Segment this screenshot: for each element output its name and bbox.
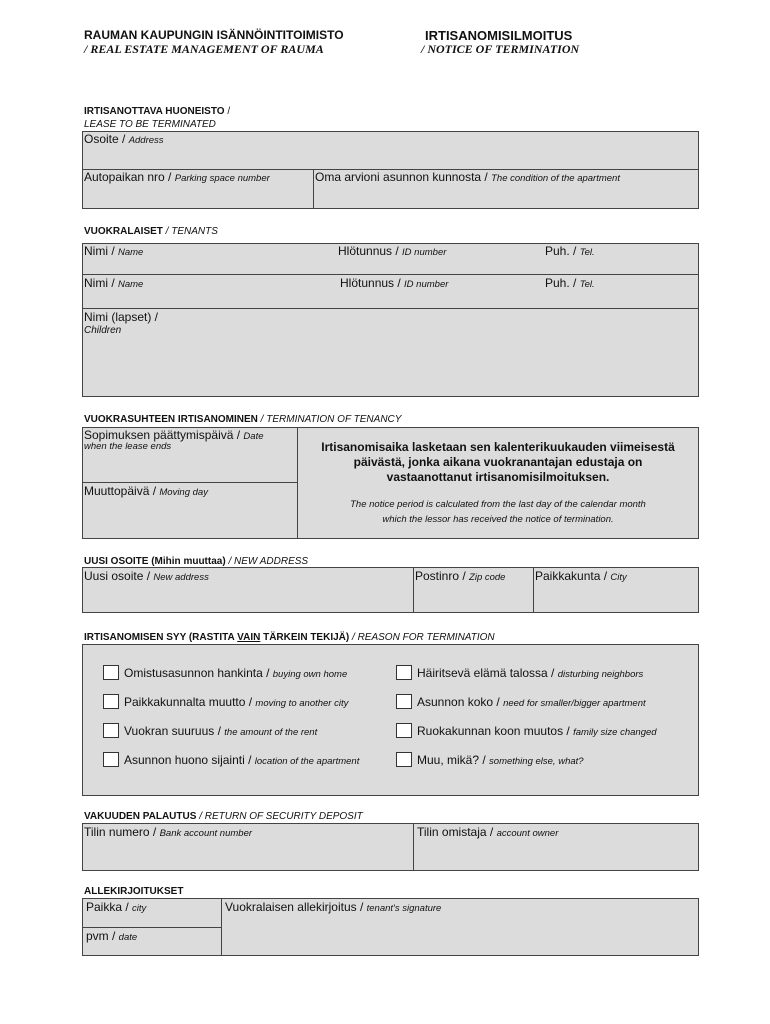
bank-account-field[interactable]: Tilin numero / Bank account number (84, 825, 253, 839)
signatures-heading: ALLEKIRJOITUKSET (84, 886, 184, 897)
reason-checkbox-apartment-size[interactable] (396, 694, 412, 709)
divider (82, 482, 297, 483)
divider (221, 898, 222, 956)
reason-checkbox-moving-city[interactable] (103, 694, 119, 709)
tenant2-name-field[interactable]: Nimi / Name (84, 276, 144, 290)
lease-heading-en: LEASE TO BE TERMINATED (84, 119, 216, 130)
form-title: IRTISANOMISILMOITUS (425, 28, 573, 43)
tenants-heading: VUOKRALAISET / TENANTS (84, 226, 218, 237)
divider (313, 169, 314, 209)
tenant1-id-field[interactable]: Hlötunnus / ID number (338, 244, 447, 258)
tenant-signature-field[interactable]: Vuokralaisen allekirjoitus / tenant's signature (225, 900, 442, 914)
reason-checkbox-family-size[interactable] (396, 723, 412, 738)
divider (82, 274, 699, 275)
reason-heading: IRTISANOMISEN SYY (RASTITA VAIN TÄRKEIN TEKIJÄ) / REASON FOR TERMINATION (84, 632, 495, 643)
reason-label: Asunnon koko / need for smaller/bigger apartment (417, 695, 646, 709)
reason-label: Häiritsevä elämä talossa / disturbing neighbors (417, 666, 644, 680)
reason-checkbox-rent-amount[interactable] (103, 723, 119, 738)
divider (82, 308, 699, 309)
divider (533, 567, 534, 613)
zip-code-field[interactable]: Postinro / Zip code (415, 569, 506, 583)
reason-checkbox-neighbors[interactable] (396, 665, 412, 680)
divider (413, 567, 414, 613)
notice-period-text: Irtisanomisaika lasketaan sen kalenterikuukauden viimeisestä päivästä, jonka aikana vuokranantajan edustaja on vastaanottanut irtisanomisilmoituksen. (321, 440, 675, 484)
lease-heading: IRTISANOTTAVA HUONEISTO / (84, 106, 231, 117)
children-field-en: Children (84, 325, 122, 336)
parking-space-field[interactable]: Autopaikan nro / Parking space number (84, 170, 270, 184)
lease-end-date-field[interactable]: Sopimuksen päättymispäivä / Date (84, 428, 264, 442)
tenants-box (82, 243, 699, 397)
moving-day-field[interactable]: Muuttopäivä / Moving day (84, 484, 208, 498)
termination-heading: VUOKRASUHTEEN IRTISANOMINEN / TERMINATION OF TENANCY (84, 414, 402, 425)
reason-label: Ruokakunnan koon muutos / family size changed (417, 724, 657, 738)
tenant2-id-field[interactable]: Hlötunnus / ID number (340, 276, 449, 290)
organization-name: RAUMAN KAUPUNGIN ISÄNNÖINTITOIMISTO (84, 28, 344, 42)
date-field[interactable]: pvm / date (86, 929, 138, 943)
new-address-heading: UUSI OSOITE (Mihin muuttaa) / NEW ADDRESS (84, 556, 309, 567)
divider (413, 823, 414, 871)
divider (82, 927, 221, 928)
address-field[interactable]: Osoite / Address (84, 132, 164, 146)
organization-name-en: / REAL ESTATE MANAGEMENT OF RAUMA (84, 42, 324, 56)
reason-label: Asunnon huono sijainti / location of the apartment (124, 753, 360, 767)
reason-label: Omistusasunnon hankinta / buying own home (124, 666, 348, 680)
reason-checkbox-other[interactable] (396, 752, 412, 767)
children-field[interactable]: Nimi (lapset) / (84, 310, 159, 324)
tenant1-tel-field[interactable]: Puh. / Tel. (545, 244, 595, 258)
reason-checkbox-own-home[interactable] (103, 665, 119, 680)
deposit-heading: VAKUUDEN PALAUTUS / RETURN OF SECURITY DEPOSIT (84, 811, 363, 822)
divider (297, 427, 298, 539)
lease-end-date-field-en: when the lease ends (84, 441, 172, 452)
place-field[interactable]: Paikka / city (86, 900, 147, 914)
reason-label: Paikkakunnalta muutto / moving to another city (124, 695, 349, 709)
city-field[interactable]: Paikkakunta / City (535, 569, 627, 583)
new-address-field[interactable]: Uusi osoite / New address (84, 569, 209, 583)
tenant2-tel-field[interactable]: Puh. / Tel. (545, 276, 595, 290)
reason-label: Vuokran suuruus / the amount of the rent (124, 724, 318, 738)
apartment-condition-field[interactable]: Oma arvioni asunnon kunnosta / The condition of the apartment (315, 170, 620, 184)
reason-checkbox-location[interactable] (103, 752, 119, 767)
tenant1-name-field[interactable]: Nimi / Name (84, 244, 144, 258)
notice-period-text-en: The notice period is calculated from the last day of the calendar month which the lessor has received the notice of termination. (350, 499, 646, 525)
reason-label: Muu, mikä? / something else, what? (417, 753, 584, 767)
account-owner-field[interactable]: Tilin omistaja / account owner (417, 825, 559, 839)
form-title-en: / NOTICE OF TERMINATION (421, 42, 580, 56)
